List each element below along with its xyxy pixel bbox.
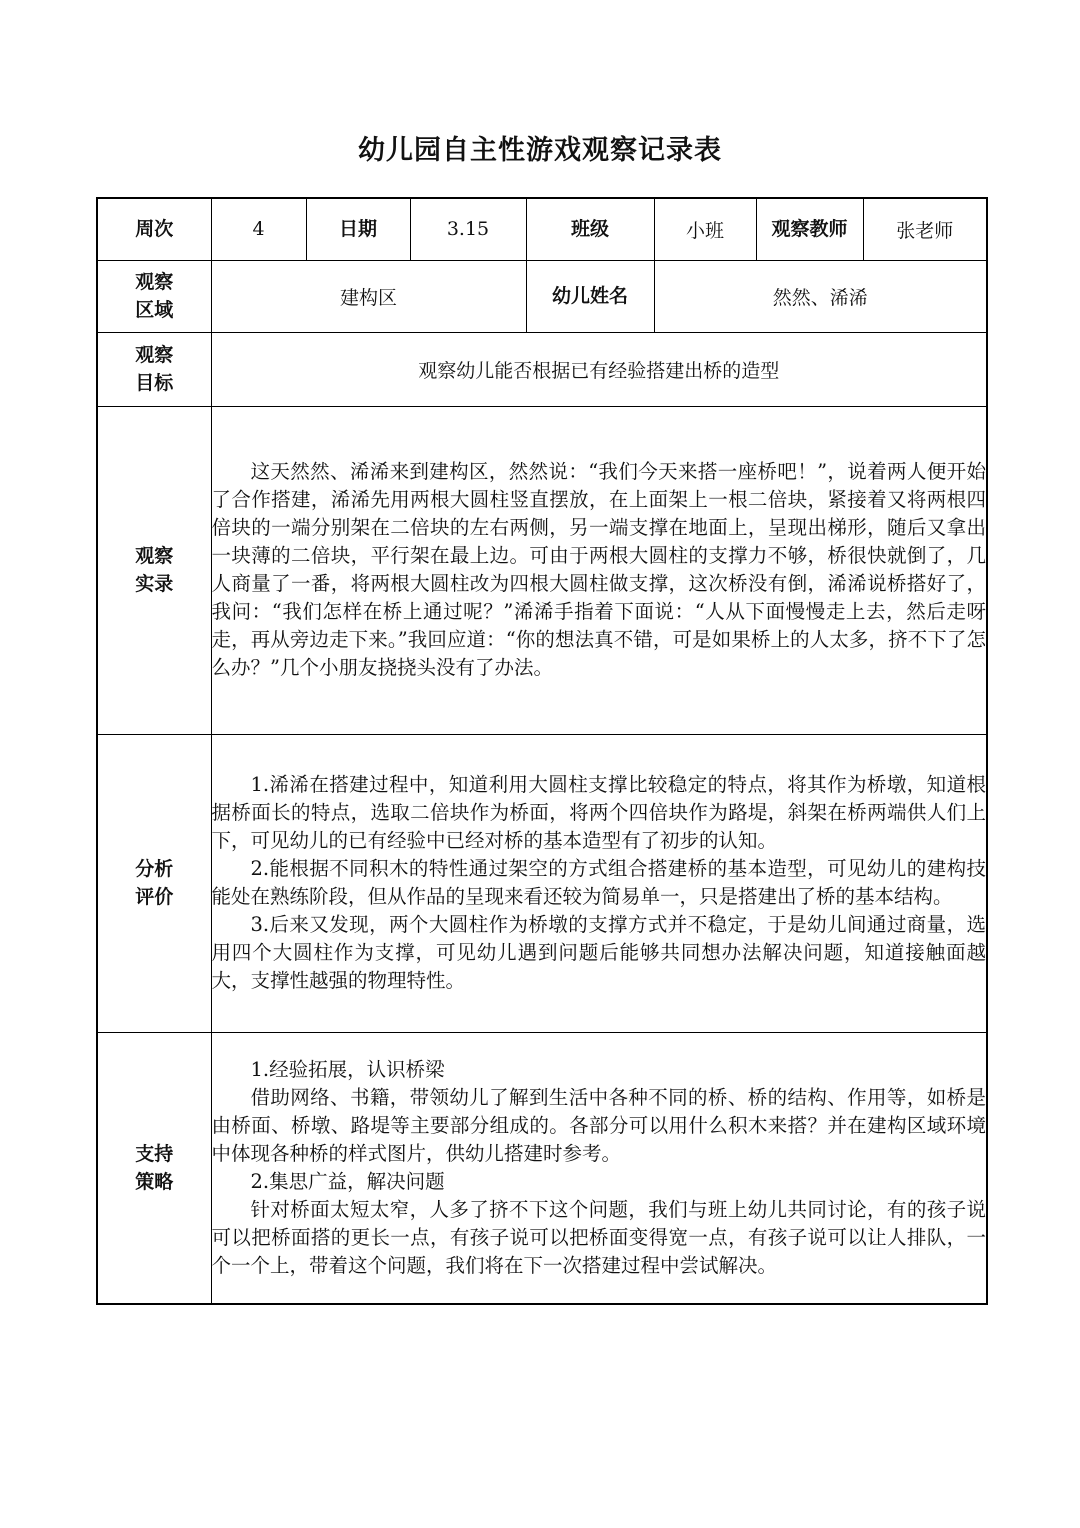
header-row	[97, 198, 987, 260]
strategy-text-1: 借助网络、书籍，带领幼儿了解到生活中各种不同的桥、桥的结构、作用等，如桥是由桥面、桥墩、路堤等主要部分组成的。各部分可以用什么积木来搭？并在建构区域环境中体现各种桥的样式图片，供幼儿搭建时参考。	[211, 1085, 986, 1165]
analysis-item-3: 3.后来又发现，两个大圆柱作为桥墩的支撑方式并不稳定，于是幼儿间通过商量，选用四个大圆柱作为支撑，可见幼儿遇到问题后能够共同想办法解决问题，知道接触面越大，支撑性越强的物理特性。	[211, 913, 986, 992]
strategy-label	[97, 1032, 211, 1304]
strategy-row	[97, 1032, 987, 1304]
analysis-item-2: 2.能根据不同积木的特性通过架空的方式组合搭建桥的基本造型，可见幼儿的建构技能处在熟练阶段，但从作品的呈现来看还较为简易单一，只是搭建出了桥的基本结构。	[211, 857, 986, 908]
observation-record-table	[96, 197, 988, 1305]
strategy-label-line2: 策略	[135, 1170, 174, 1193]
goal-label	[97, 332, 211, 406]
strategy-label-line1: 支持	[135, 1142, 174, 1165]
record-content	[211, 406, 987, 734]
strategy-heading-2: 2.集思广益，解决问题	[250, 1169, 445, 1193]
analysis-item-1: 1.浠浠在搭建过程中，知道利用大圆柱支撑比较稳定的特点，将其作为桥墩，知道根据桥面长的特点，选取二倍块作为桥面，将两个四倍块作为路堤，斜架在桥两端供人们上下，可见幼儿的已有经验中已经对桥的基本造型有了初步的认知。	[211, 773, 986, 852]
class-label: 班级	[526, 198, 654, 260]
teacher-label: 观察教师	[756, 198, 863, 260]
area-label	[97, 260, 211, 332]
area-row	[97, 260, 987, 332]
goal-label-line2: 目标	[135, 372, 174, 394]
child-name-value: 然然、浠浠	[654, 260, 987, 332]
class-value: 小班	[654, 198, 756, 260]
area-value: 建构区	[211, 260, 526, 332]
strategy-text-2: 针对桥面太短太窄，人多了挤不下这个问题，我们与班上幼儿共同讨论，有的孩子说可以把桥面搭的更长一点，有孩子说可以把桥面变得宽一点，有孩子说可以让人排队，一个一个上，带着这个问题，我们将在下一次搭建过程中尝试解决。	[211, 1197, 986, 1277]
goal-row	[97, 332, 987, 406]
analysis-label	[97, 734, 211, 1032]
analysis-label-line2: 评价	[135, 886, 174, 908]
analysis-label-line1: 分析	[135, 858, 174, 880]
record-label	[97, 406, 211, 734]
week-value: 4	[211, 198, 306, 260]
strategy-content	[211, 1032, 987, 1304]
analysis-row	[97, 734, 987, 1032]
record-label-line1: 观察	[135, 545, 174, 567]
strategy-heading-1: 1.经验拓展，认识桥梁	[250, 1057, 445, 1081]
record-label-line2: 实录	[135, 573, 174, 595]
date-value: 3.15	[410, 198, 526, 260]
page-title: 幼儿园自主性游戏观察记录表	[358, 135, 722, 166]
area-label-line2: 区域	[135, 299, 174, 321]
area-label-line1: 观察	[135, 271, 174, 293]
record-row	[97, 406, 987, 734]
child-name-label: 幼儿姓名	[526, 260, 654, 332]
date-label: 日期	[306, 198, 410, 260]
record-text: 这天然然、浠浠来到建构区，然然说：“我们今天来搭一座桥吧！”，说着两人便开始了合作搭建，浠浠先用两根大圆柱竖直摆放，在上面架上一根二倍块，紧接着又将两根四倍块的一端分别架在二倍块的左右两侧，另一端支撑在地面上，呈现出梯形，随后又拿出一块薄的二倍块，平行架在最上边。可由于两根大圆柱的支撑力不够，桥很快就倒了，几人商量了一番，将两根大圆柱改为四根大圆柱做支撑，这次桥没有倒，浠浠说桥搭好了，我问：“我们怎样在桥上通过呢？”浠浠手指着下面说：“人从下面慢慢走上去，然后走呀走，再从旁边走下来。”我回应道：“你的想法真不错，可是如果桥上的人太多，挤不下了怎么办？”几个小朋友挠挠头没有了办法。	[211, 460, 986, 679]
week-label: 周次	[97, 198, 211, 260]
goal-label-line1: 观察	[135, 344, 174, 366]
analysis-content	[211, 734, 987, 1032]
teacher-value: 张老师	[863, 198, 987, 260]
goal-value: 观察幼儿能否根据已有经验搭建出桥的造型	[211, 332, 987, 406]
